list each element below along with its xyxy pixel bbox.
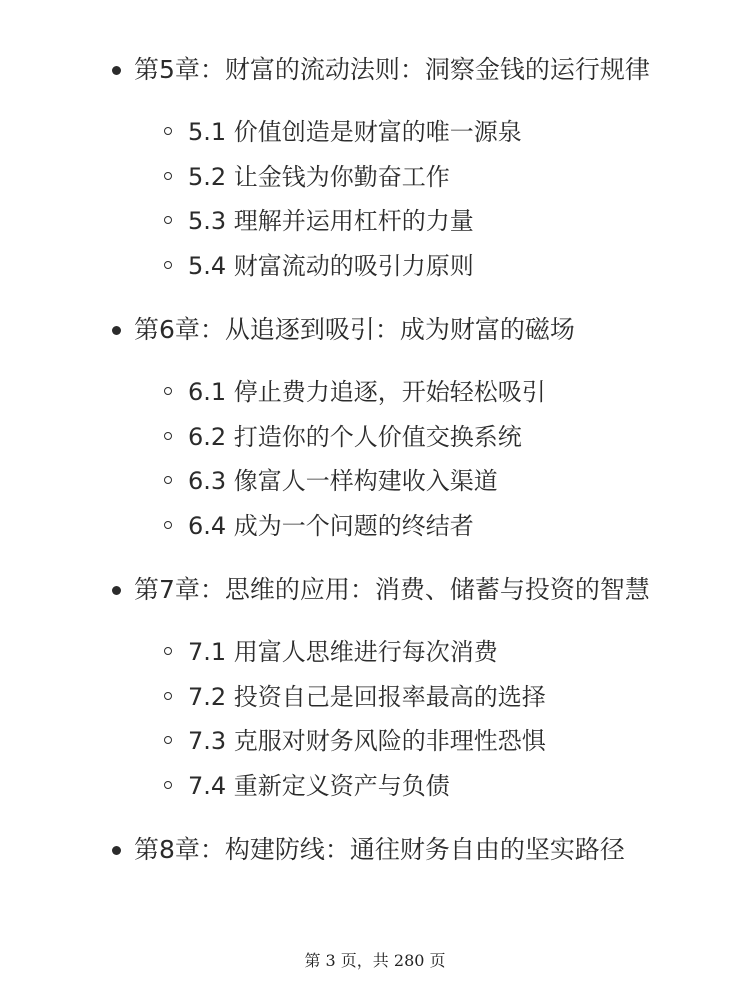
chapter-heading (0, 570, 750, 610)
section-title: 5.1 价值创造是财富的唯一源泉 (188, 118, 522, 146)
section-item (0, 110, 750, 155)
bullet-circle-icon (164, 216, 172, 224)
section-item (0, 675, 750, 720)
bullet-circle-icon (164, 521, 172, 529)
section-title: 7.1 用富人思维进行每次消费 (188, 638, 498, 666)
chapter-heading (0, 310, 750, 350)
bullet-circle-icon (164, 172, 172, 180)
bullet-circle-icon (164, 692, 172, 700)
section-item (0, 764, 750, 809)
page-number-footer: 第 3 页，共 280 页 (304, 951, 446, 970)
bullet-circle-icon (164, 736, 172, 744)
section-title: 7.4 重新定义资产与负债 (188, 771, 450, 800)
chapter-title: 第7章：思维的应用：消费、储蓄与投资的智慧 (134, 575, 650, 604)
section-item (0, 155, 750, 200)
table-of-contents (0, 50, 750, 892)
section-title: 7.3 克服对财务风险的非理性恐惧 (188, 727, 546, 755)
chapter-title: 第8章：构建防线：通往财务自由的坚实路径 (134, 835, 625, 864)
bullet-circle-icon (164, 387, 172, 395)
section-item (0, 244, 750, 289)
section-item (0, 459, 750, 504)
chapter-group-8 (0, 830, 750, 870)
section-item (0, 415, 750, 460)
section-list (0, 370, 750, 548)
chapter-title: 第6章：从追逐到吸引：成为财富的磁场 (134, 315, 575, 344)
chapter-heading (0, 50, 750, 90)
chapter-heading (0, 830, 750, 870)
section-title: 6.2 打造你的个人价值交换系统 (188, 422, 522, 451)
section-title: 5.3 理解并运用杠杆的力量 (188, 207, 474, 235)
bullet-circle-icon (164, 261, 172, 269)
chapter-title: 第5章：财富的流动法则：洞察金钱的运行规律 (134, 55, 650, 84)
bullet-dot-icon (112, 586, 121, 595)
section-title: 5.4 财富流动的吸引力原则 (188, 251, 474, 280)
bullet-dot-icon (112, 326, 121, 335)
section-title: 5.2 让金钱为你勤奋工作 (188, 162, 450, 191)
chapter-group-5 (0, 50, 750, 288)
section-item (0, 504, 750, 549)
section-title: 6.3 像富人一样构建收入渠道 (188, 467, 498, 495)
bullet-circle-icon (164, 432, 172, 440)
chapter-group-6 (0, 310, 750, 548)
bullet-circle-icon (164, 476, 172, 484)
section-title: 6.4 成为一个问题的终结者 (188, 511, 474, 540)
section-item (0, 719, 750, 764)
bullet-circle-icon (164, 647, 172, 655)
section-item (0, 370, 750, 415)
chapter-group-7 (0, 570, 750, 808)
bullet-circle-icon (164, 127, 172, 135)
section-title: 6.1 停止费力追逐，开始轻松吸引 (188, 378, 546, 406)
section-list (0, 630, 750, 808)
section-item (0, 199, 750, 244)
bullet-circle-icon (164, 781, 172, 789)
section-item (0, 630, 750, 675)
bullet-dot-icon (112, 846, 121, 855)
section-title: 7.2 投资自己是回报率最高的选择 (188, 682, 546, 711)
bullet-dot-icon (112, 66, 121, 75)
section-list (0, 110, 750, 288)
